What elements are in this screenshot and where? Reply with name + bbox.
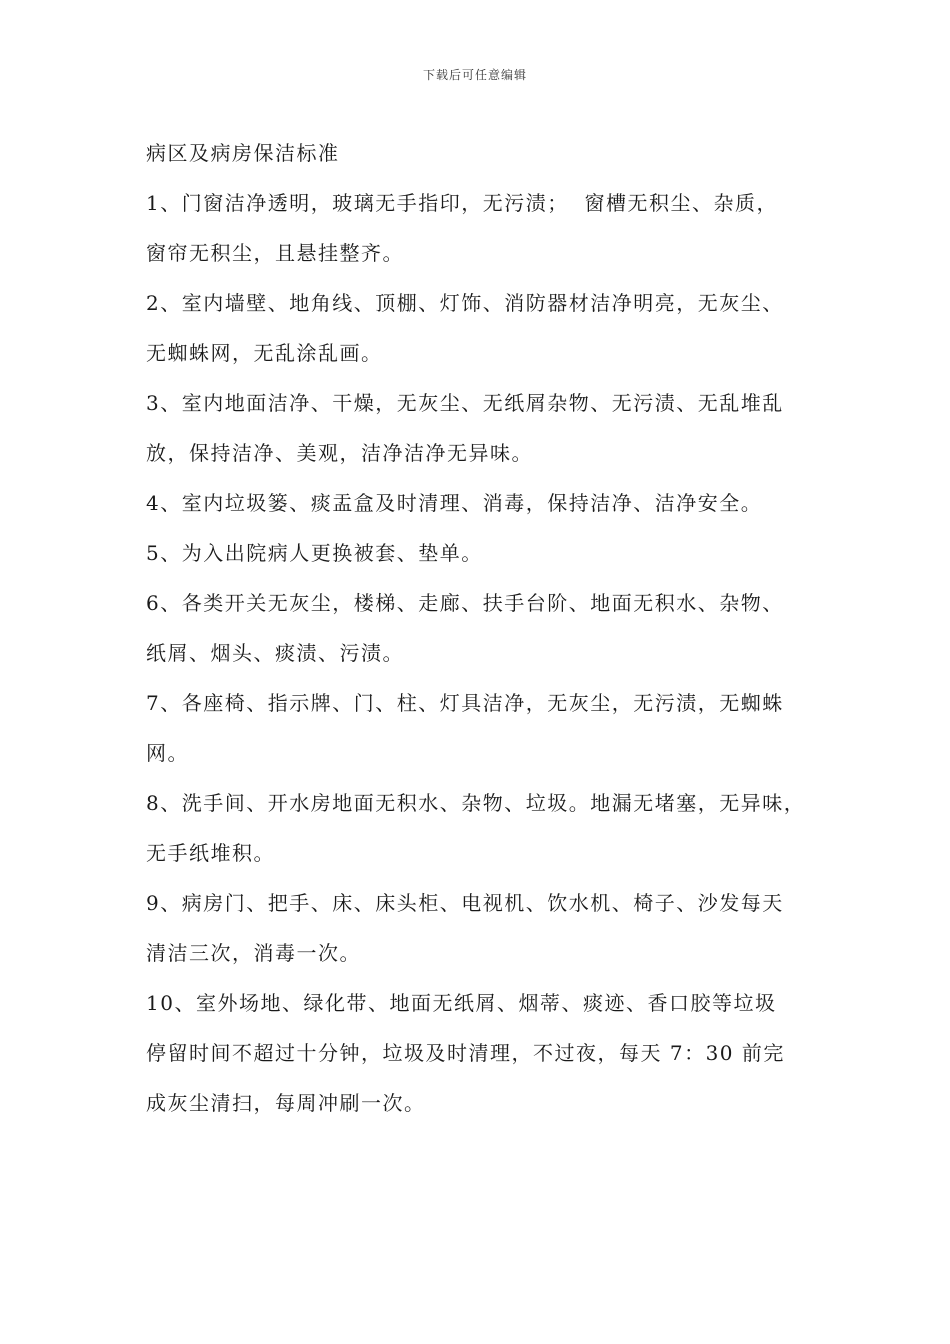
text-line: 8、洗手间、开水房地面无积水、杂物、垃圾。地漏无堵塞，无异味，: [146, 791, 806, 815]
document-title: 病区及病房保洁标准: [146, 141, 340, 165]
text-line: 放，保持洁净、美观，洁净洁净无异味。: [146, 441, 533, 465]
text-line: 停留时间不超过十分钟，垃圾及时清理，不过夜，每天 7：30 前完: [146, 1041, 785, 1065]
text-line: 无手纸堆积。: [146, 841, 275, 865]
text-line: 网。: [146, 741, 189, 765]
text-line: 5、为入出院病人更换被套、垫单。: [146, 541, 483, 565]
document-content: [146, 178, 846, 1128]
text-line: 窗帘无积尘，且悬挂整齐。: [146, 241, 404, 265]
text-line: 10、室外场地、绿化带、地面无纸屑、烟蒂、痰迹、香口胶等垃圾: [146, 991, 777, 1015]
text-line: 6、各类开关无灰尘，楼梯、走廊、扶手台阶、地面无积水、杂物、: [146, 591, 784, 615]
text-line: 清洁三次，消毒一次。: [146, 941, 361, 965]
text-line: 9、病房门、把手、床、床头柜、电视机、饮水机、椅子、沙发每天: [146, 891, 784, 915]
page-header: 下载后可任意编辑: [422, 68, 527, 82]
text-line: 3、室内地面洁净、干燥，无灰尘、无纸屑杂物、无污渍、无乱堆乱: [146, 391, 784, 415]
text-line: 无蜘蛛网，无乱涂乱画。: [146, 341, 383, 365]
text-line: 成灰尘清扫，每周冲刷一次。: [146, 1091, 426, 1115]
text-line: 4、室内垃圾篓、痰盂盒及时清理、消毒，保持洁净、洁净安全。: [146, 491, 763, 515]
text-line: 7、各座椅、指示牌、门、柱、灯具洁净，无灰尘，无污渍，无蜘蛛: [146, 691, 784, 715]
document-body: [146, 128, 846, 1128]
text-line: 1、门窗洁净透明，玻璃无手指印，无污渍； 窗槽无积尘、杂质，: [146, 191, 778, 215]
text-line: 2、室内墙壁、地角线、顶棚、灯饰、消防器材洁净明亮，无灰尘、: [146, 291, 784, 315]
text-line: 纸屑、烟头、痰渍、污渍。: [146, 641, 404, 665]
